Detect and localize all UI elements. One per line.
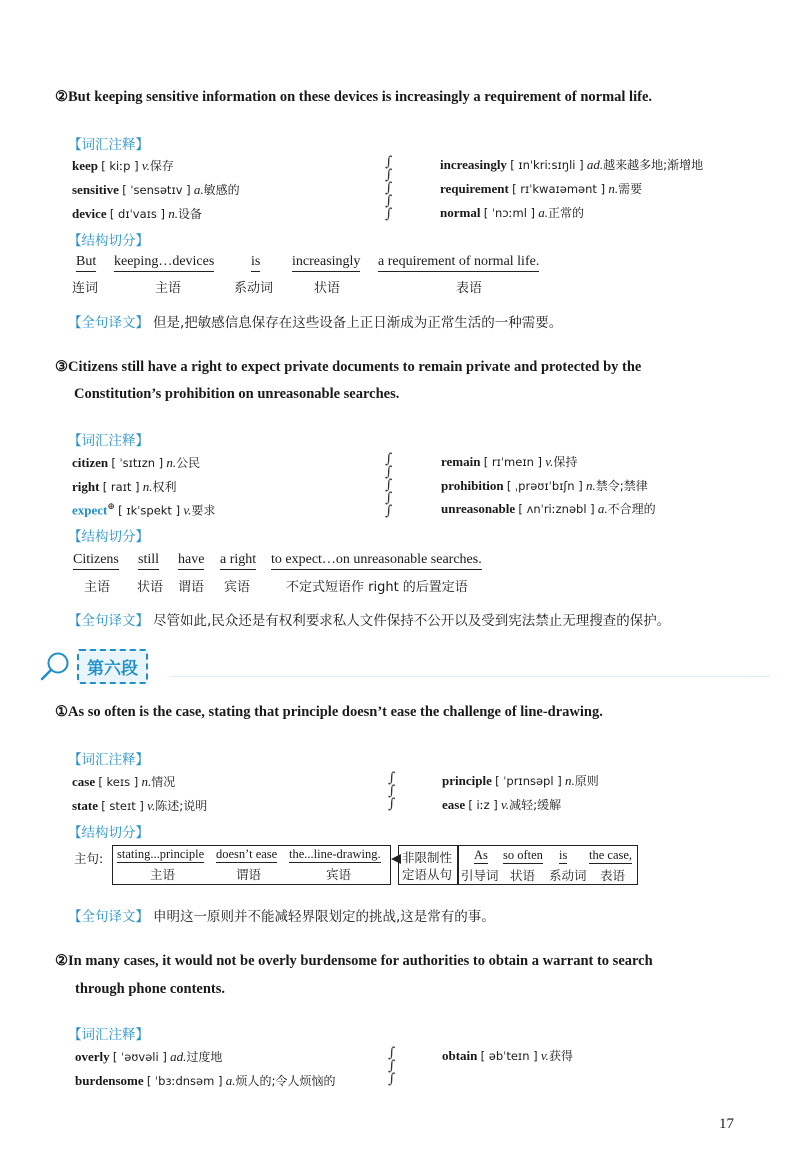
divider-squiggle-icon: ∫ ∫ ∫ — [388, 1045, 396, 1087]
main-label-object: 宾语 — [326, 867, 352, 882]
main-label-subject: 主语 — [150, 867, 176, 882]
segment-subject: keeping…devices — [114, 254, 214, 272]
main-segment-object: the...line-drawing. — [289, 847, 381, 861]
vocab-item-keep: keep [ kiːp ] v.保存 — [72, 158, 174, 173]
vocab-item-case: case [ keɪs ] n.情况 — [72, 774, 176, 789]
clause-label-relative: 引导词 — [461, 868, 499, 883]
label-adverbial: 状语 — [137, 580, 164, 595]
vocab-item-state: state [ steɪt ] v.陈述;说明 — [72, 798, 208, 813]
segment-linking-verb: is — [251, 254, 260, 272]
vocab-item-expect: expect⊕ [ ɪkˈspekt ] v.要求 — [72, 501, 216, 518]
translation: 【全句译文】 申明这一原则并不能减轻界限划定的挑战,这是常有的事。 — [68, 909, 495, 925]
clause-segment-linking-verb: is — [559, 848, 568, 862]
vocab-item-remain: remain [ rɪˈmeɪn ] v.保持 — [441, 454, 578, 469]
clause-label-adverbial: 状语 — [510, 868, 536, 883]
sentence-3-line1: ③Citizens still have a right to expect private documents to remain private and protected by the — [55, 359, 642, 375]
clause-label-linking-verb: 系动词 — [549, 868, 587, 883]
vocab-item-burdensome: burdensome [ ˈbɜːdnsəm ] a.烦人的;令人烦恼的 — [75, 1073, 336, 1088]
main-clause-label: 主句: — [74, 851, 104, 866]
section-rule — [170, 676, 770, 677]
segment-conjunction: But — [76, 254, 96, 272]
sentence-number: ① — [55, 704, 68, 720]
segment-adverbial: still — [138, 552, 159, 570]
segment-subject: Citizens — [73, 552, 119, 570]
sentence-2-line1: ②In many cases, it would not be overly burdensome for authorities to obtain a warrant to search — [55, 953, 653, 969]
segment-attribute: to expect…on unreasonable searches. — [271, 552, 482, 570]
label-object: 宾语 — [224, 580, 251, 595]
label-conjunction: 连词 — [72, 281, 99, 296]
vocab-item-citizen: citizen [ ˈsɪtɪzn ] n.公民 — [72, 455, 201, 470]
clause-segment-relative: As — [474, 848, 488, 862]
vocab-item-principle: principle [ ˈprɪnsəpl ] n.原则 — [442, 773, 599, 788]
vocab-item-obtain: obtain [ əbˈteɪn ] v.获得 — [442, 1048, 573, 1063]
sentence-number: ③ — [55, 359, 68, 375]
section-title: 第六段 — [77, 649, 148, 684]
vocab-item-prohibition: prohibition [ ˌprəʊɪˈbɪʃn ] n.禁令;禁律 — [441, 478, 648, 493]
translation: 【全句译文】 尽管如此,民众还是有权利要求私人文件保持不公开以及受到宪法禁止无理搜查的保护。 — [68, 613, 671, 629]
vocab-item-normal: normal [ ˈnɔːml ] a.正常的 — [440, 205, 585, 220]
segment-predicative: a requirement of normal life. — [378, 254, 539, 272]
vocab-item-overly: overly [ ˈəʊvəli ] ad.过度地 — [75, 1049, 223, 1064]
label-predicative: 表语 — [456, 281, 483, 296]
vocab-tag: 【词汇注释】 — [68, 433, 149, 449]
clause-segment-adverbial: so often — [503, 848, 543, 862]
segment-object: a right — [220, 552, 256, 570]
label-predicate: 谓语 — [178, 580, 205, 595]
structure-tag: 【结构切分】 — [68, 233, 149, 249]
sentence-number: ② — [55, 953, 68, 969]
label-subject: 主语 — [84, 580, 111, 595]
label-attribute: 不定式短语作 right 的后置定语 — [286, 580, 468, 595]
sentence-1: ①As so often is the case, stating that principle doesn’t ease the challenge of line-drawing. — [55, 704, 603, 720]
clause-type-line2: 定语从句 — [402, 867, 453, 882]
divider-squiggle-icon: ∫ ∫ ∫ — [388, 770, 396, 812]
segment-adverbial: increasingly — [292, 254, 360, 272]
clause-label-predicative: 表语 — [600, 868, 626, 883]
divider-squiggle-icon: ∫ ∫ ∫ ∫ ∫ — [385, 154, 393, 222]
sentence-3-line2: Constitution’s prohibition on unreasonable searches. — [74, 386, 400, 402]
vocab-item-requirement: requirement [ rɪˈkwaɪəmənt ] n.需要 — [440, 181, 643, 196]
vocab-item-ease: ease [ iːz ] v.减轻;缓解 — [442, 797, 562, 812]
sentence-number: ② — [55, 89, 68, 105]
vocab-tag: 【词汇注释】 — [68, 1027, 149, 1043]
structure-tag: 【结构切分】 — [68, 529, 149, 545]
vocab-item-increasingly: increasingly [ ɪnˈkriːsɪŋli ] ad.越来越多地;渐增地 — [440, 157, 704, 172]
label-linking-verb: 系动词 — [234, 281, 274, 296]
key-word-mark-icon: ⊕ — [107, 501, 115, 511]
sentence-2-line2: through phone contents. — [75, 981, 225, 997]
main-segment-subject: stating...principle — [117, 847, 205, 861]
magnifier-icon — [38, 650, 72, 682]
sentence-2 — [55, 84, 652, 111]
main-label-predicate: 谓语 — [236, 867, 262, 882]
vocab-tag: 【词汇注释】 — [68, 137, 149, 153]
page-number: 17 — [719, 1116, 734, 1132]
vocab-item-sensitive: sensitive [ ˈsensətɪv ] a.敏感的 — [72, 182, 240, 197]
structure-tag: 【结构切分】 — [68, 825, 149, 841]
translation: 【全句译文】 但是,把敏感信息保存在这些设备上正日渐成为正常生活的一种需要。 — [68, 315, 563, 331]
vocab-item-device: device [ dɪˈvaɪs ] n.设备 — [72, 206, 203, 221]
segment-predicate: have — [178, 552, 204, 570]
main-segment-predicate: doesn’t ease — [216, 847, 278, 861]
divider-squiggle-icon: ∫ ∫ ∫ ∫ ∫ — [385, 451, 393, 519]
sentence-text: But keeping sensitive information on these devices is increasingly a requirement of normal life. — [68, 89, 653, 105]
label-adverbial: 状语 — [314, 281, 341, 296]
vocab-item-unreasonable: unreasonable [ ʌnˈriːznəbl ] a.不合理的 — [441, 501, 656, 516]
label-subject: 主语 — [155, 281, 182, 296]
vocab-item-right: right [ raɪt ] n.权利 — [72, 479, 177, 494]
clause-type-line1: 非限制性 — [402, 850, 453, 865]
clause-segment-predicative: the case, — [589, 848, 633, 862]
vocab-tag: 【词汇注释】 — [68, 752, 149, 768]
